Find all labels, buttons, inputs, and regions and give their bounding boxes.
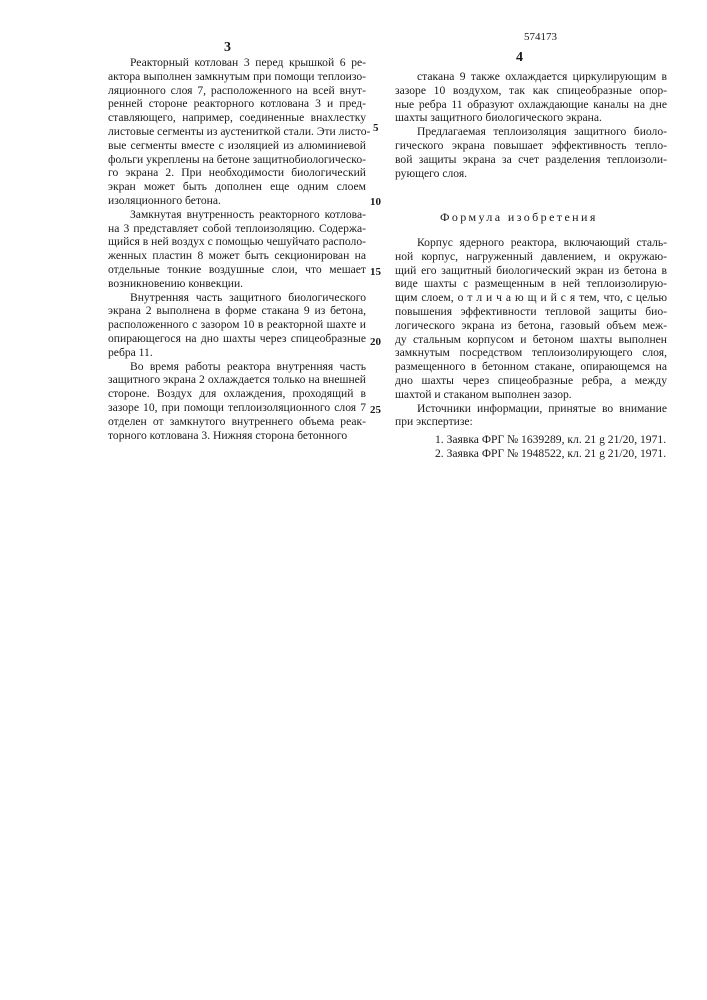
text-line: щим слоем, о т л и ч а ю щ и й с я тем, что, с целью xyxy=(395,291,667,305)
text-line: расположенного с зазором 10 в реакторной шахте и xyxy=(108,318,366,332)
text-line: отдельные тонкие воздушные слои, что мешает xyxy=(108,263,366,277)
text-line: ной корпус, нагруженный давлением, и окружаю- xyxy=(395,250,667,264)
text-line: ду стальным корпусом и бетоном шахты выполнен xyxy=(395,333,667,347)
page-number-left: 3 xyxy=(224,40,231,56)
text-line: отделен от замкнутого внутреннего объема реак- xyxy=(108,415,366,429)
text-line: гического экрана повышает эффективность тепло- xyxy=(395,139,667,153)
text-line: Во время работы реактора внутренняя часть xyxy=(108,360,366,374)
text-line: ренней стороне реакторного котлована 3 и пред- xyxy=(108,97,366,111)
text-line: Предлагаемая теплоизоляция защитного биоло- xyxy=(395,125,667,139)
text-line: вые сегменты вместе с изоляцией из алюминиевой xyxy=(108,139,366,153)
text-line: женных пластин 8 может быть секционирован на xyxy=(108,249,366,263)
reference-item: 2. Заявка ФРГ № 1948522, кл. 21 g 21/20, 1971. xyxy=(395,447,667,461)
text-line: экрана 2 выполнена в форме стакана 9 из бетона, xyxy=(108,304,366,318)
text-line: ные ребра 11 образуют охлаждающие каналы на дне xyxy=(395,98,667,112)
text-line: зазоре 10 воздухом, так как спицеобразные опор- xyxy=(395,84,667,98)
line-number: 25 xyxy=(370,404,381,416)
text-line: шахты защитного биологического экрана. xyxy=(395,111,667,125)
text-line: дно шахты через спицеобразные ребра, а между xyxy=(395,374,667,388)
line-number: 5 xyxy=(373,122,379,134)
text-line: при экспертизе: xyxy=(395,415,667,429)
page-number-right: 4 xyxy=(516,50,523,66)
text-line: ребра 11. xyxy=(108,346,366,360)
references xyxy=(395,433,667,461)
text-line: Корпус ядерного реактора, включающий сталь- xyxy=(395,236,667,250)
claims-heading: Формула изобретения xyxy=(440,210,598,225)
line-number: 20 xyxy=(370,336,381,348)
text-line: щийся в ней воздух с помощью чешуйчато располо- xyxy=(108,235,366,249)
text-line: размещенного в бетонном стакане, опирающемся на xyxy=(395,360,667,374)
text-line: опирающегося на дно шахты через спицеобразные xyxy=(108,332,366,346)
right-column-text xyxy=(395,70,667,180)
text-line: виде шахты с размещенным в ней теплоизолирую- xyxy=(395,277,667,291)
text-line: вой защиты экрана за счет разделения теплоизоли- xyxy=(395,153,667,167)
text-line: Замкнутая внутренность реакторного котлова- xyxy=(108,208,366,222)
text-line: стороне. Воздух для охлаждения, проходящий в xyxy=(108,387,366,401)
claims-text xyxy=(395,236,667,429)
text-line: возникновению конвекции. xyxy=(108,277,366,291)
text-line: на 3 представляет собой теплоизоляцию. Содержа- xyxy=(108,222,366,236)
text-line: шахтой и стаканом выполнен зазор. xyxy=(395,388,667,402)
reference-item: 1. Заявка ФРГ № 1639289, кл. 21 g 21/20, 1971. xyxy=(395,433,667,447)
text-line: торного котлована 3. Нижняя сторона бетонного xyxy=(108,429,366,443)
text-line: Источники информации, принятые во внимание xyxy=(395,402,667,416)
line-number: 15 xyxy=(370,266,381,278)
text-line: ставляющего, например, соединенные внахлестку xyxy=(108,111,366,125)
text-line: листовые сегменты из аустениткой стали. Эти листо- xyxy=(108,125,366,139)
text-line: рующего слоя. xyxy=(395,167,667,181)
text-line: логического экрана из бетона, газовый объем меж- xyxy=(395,319,667,333)
text-line: замкнутым посредством теплоизолирующего слоя, xyxy=(395,346,667,360)
text-line: ляционного слоя 7, расположенного на всей внут- xyxy=(108,84,366,98)
text-line: го экрана 2. При необходимости биологический xyxy=(108,166,366,180)
text-line: экран может быть дополнен еще одним слоем xyxy=(108,180,366,194)
text-line: актора выполнен замкнутым при помощи теплоизо- xyxy=(108,70,366,84)
left-column xyxy=(108,56,366,442)
text-line: Внутренняя часть защитного биологического xyxy=(108,291,366,305)
patent-number: 574173 xyxy=(524,31,557,43)
text-line: стакана 9 также охлаждается циркулирующим в xyxy=(395,70,667,84)
text-line: зазоре 10, при помощи теплоизоляционного слоя 7 xyxy=(108,401,366,415)
text-line: повышения эффективности тепловой защиты био- xyxy=(395,305,667,319)
text-line: изоляционного бетона. xyxy=(108,194,366,208)
line-number: 10 xyxy=(370,196,381,208)
text-line: щий его защитный биологический экран из бетона в xyxy=(395,264,667,278)
text-line: Реакторный котлован 3 перед крышкой 6 ре- xyxy=(108,56,366,70)
text-line: защитного экрана 2 охлаждается только на внешней xyxy=(108,373,366,387)
text-line: фольги укреплены на бетоне защитнобиологическо- xyxy=(108,153,366,167)
